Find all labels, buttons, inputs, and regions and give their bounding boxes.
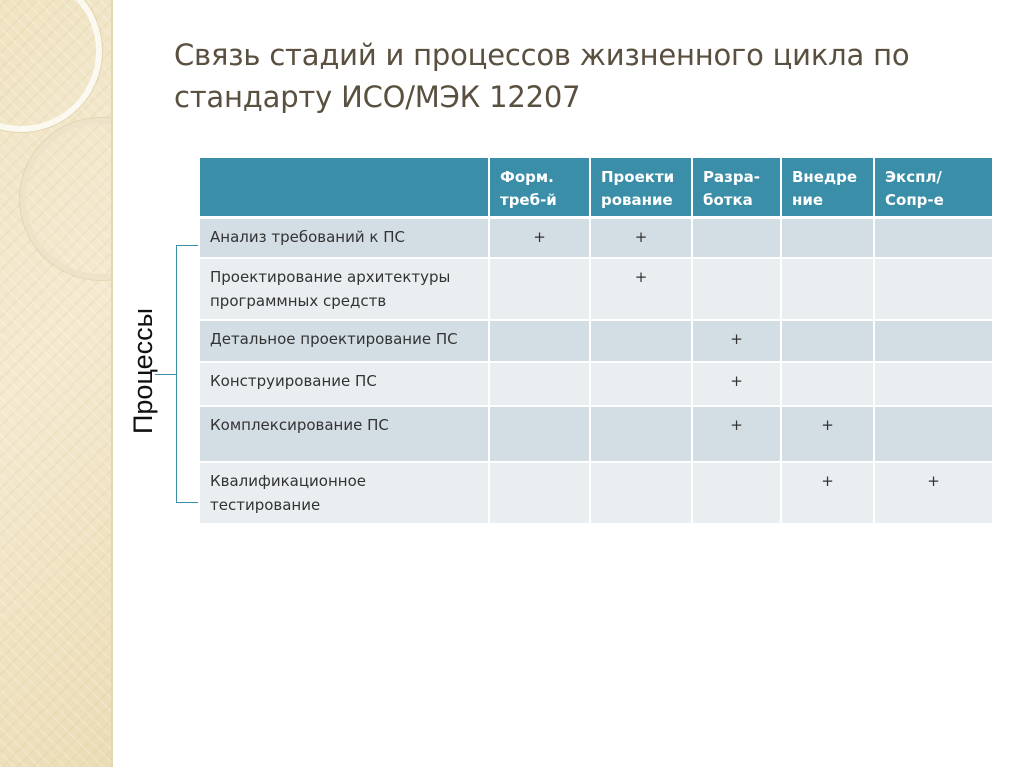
header-stage-development: Разра- ботка bbox=[693, 158, 782, 219]
mark-cell: + bbox=[875, 463, 992, 525]
mark-cell bbox=[875, 259, 992, 321]
mark-cell: + bbox=[693, 407, 782, 463]
mark-cell: + bbox=[782, 407, 875, 463]
mark-cell: + bbox=[591, 219, 693, 259]
mark-cell: + bbox=[591, 259, 693, 321]
table-row bbox=[200, 259, 992, 321]
header-stage-operation: Экспл/ Сопр-е bbox=[875, 158, 992, 219]
header-empty-cell bbox=[200, 158, 490, 219]
slide-title-line-1: Связь стадий и процессов жизненного цикла по bbox=[174, 38, 910, 72]
processes-side-label: Процессы bbox=[128, 307, 158, 434]
table-row bbox=[200, 363, 992, 407]
mark-cell bbox=[782, 363, 875, 407]
mark-cell: + bbox=[693, 363, 782, 407]
header-stage-design: Проекти рование bbox=[591, 158, 693, 219]
slide-title bbox=[174, 34, 934, 118]
process-name-cell: Квалификационное тестирование bbox=[200, 463, 490, 525]
lifecycle-table bbox=[200, 158, 992, 525]
strip-edge-divider bbox=[111, 0, 113, 767]
mark-cell bbox=[782, 219, 875, 259]
mark-cell bbox=[490, 259, 591, 321]
mark-cell: + bbox=[693, 321, 782, 363]
header-stage-deployment: Внедре ние bbox=[782, 158, 875, 219]
table-header-row bbox=[200, 158, 992, 219]
mark-cell bbox=[490, 407, 591, 463]
mark-cell bbox=[782, 321, 875, 363]
mark-cell bbox=[490, 463, 591, 525]
mark-cell bbox=[782, 259, 875, 321]
table-row bbox=[200, 463, 992, 525]
mark-cell bbox=[490, 363, 591, 407]
mark-cell bbox=[591, 407, 693, 463]
mark-cell bbox=[693, 219, 782, 259]
header-stage-requirements: Форм. треб-й bbox=[490, 158, 591, 219]
mark-cell bbox=[490, 321, 591, 363]
mark-cell: + bbox=[782, 463, 875, 525]
mark-cell bbox=[875, 407, 992, 463]
mark-cell bbox=[591, 321, 693, 363]
mark-cell: + bbox=[490, 219, 591, 259]
table-row bbox=[200, 321, 992, 363]
slide-title-line-2: стандарту ИСО/МЭК 12207 bbox=[174, 80, 581, 114]
process-name-cell: Комплексирование ПС bbox=[200, 407, 490, 463]
mark-cell bbox=[875, 363, 992, 407]
mark-cell bbox=[693, 463, 782, 525]
mark-cell bbox=[875, 219, 992, 259]
mark-cell bbox=[591, 363, 693, 407]
mark-cell bbox=[693, 259, 782, 321]
table-row bbox=[200, 219, 992, 259]
process-name-cell: Анализ требований к ПС bbox=[200, 219, 490, 259]
mark-cell bbox=[875, 321, 992, 363]
processes-bracket bbox=[176, 245, 198, 503]
lifecycle-matrix bbox=[200, 158, 992, 525]
process-name-cell: Конструирование ПС bbox=[200, 363, 490, 407]
process-name-cell: Проектирование архитектуры программных средств bbox=[200, 259, 490, 321]
mark-cell bbox=[591, 463, 693, 525]
decorative-side-strip bbox=[0, 0, 112, 767]
process-name-cell: Детальное проектирование ПС bbox=[200, 321, 490, 363]
table-row bbox=[200, 407, 992, 463]
